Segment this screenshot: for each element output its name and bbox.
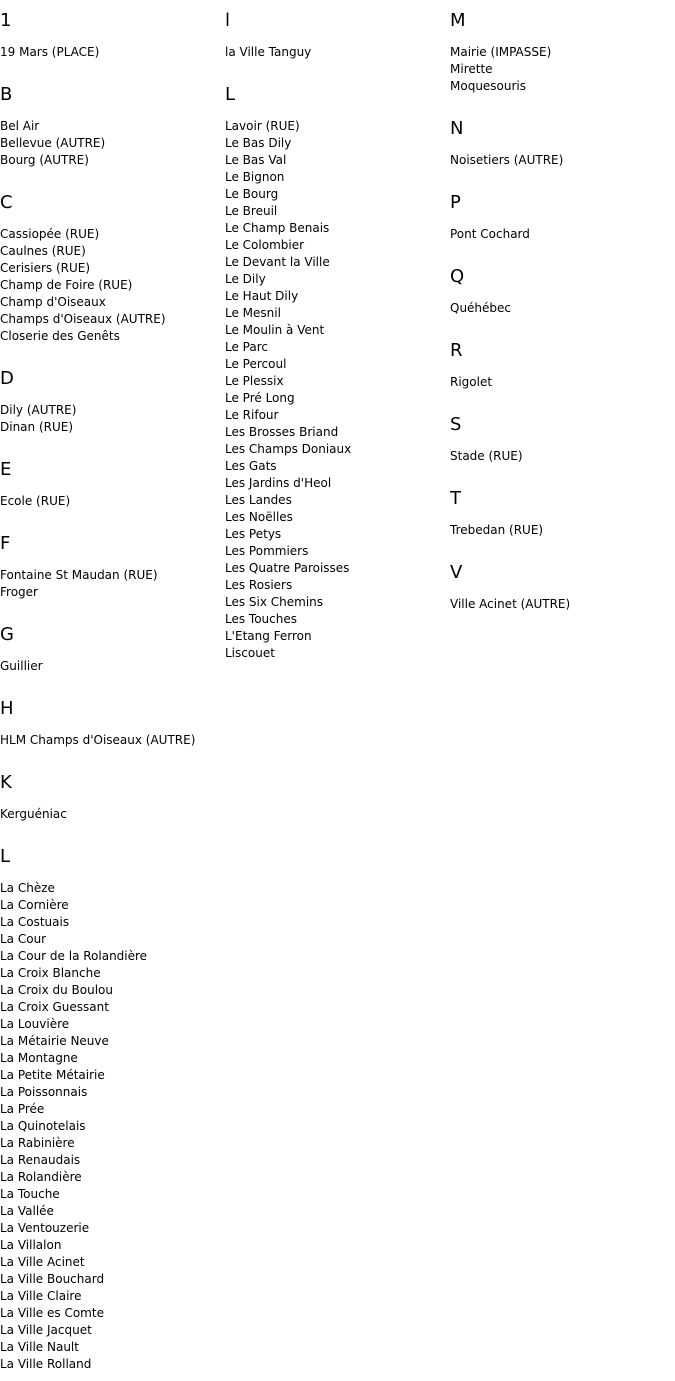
letter-section bbox=[0, 192, 220, 345]
street-link[interactable]: Le Colombier bbox=[225, 238, 305, 252]
letter-section bbox=[0, 533, 220, 601]
section-letter-heading: C bbox=[0, 192, 13, 213]
street-link[interactable]: Le Breuil bbox=[225, 204, 278, 218]
letter-section bbox=[450, 266, 670, 317]
street-link[interactable]: La Ville es Comte bbox=[0, 1306, 104, 1320]
street-link[interactable]: Les Noëlles bbox=[225, 510, 293, 524]
street-link[interactable]: Le Dily bbox=[225, 272, 266, 286]
street-link[interactable]: Le Parc bbox=[225, 340, 268, 354]
street-link[interactable]: La Rabinière bbox=[0, 1136, 75, 1150]
street-link[interactable]: La Cornière bbox=[0, 898, 69, 912]
section-letter-heading: G bbox=[0, 624, 14, 645]
letter-section bbox=[0, 459, 220, 510]
section-letter-heading: H bbox=[0, 698, 14, 719]
street-link[interactable]: La Chèze bbox=[0, 881, 55, 895]
letter-section bbox=[0, 84, 220, 169]
letter-section bbox=[0, 772, 220, 823]
section-letter-heading: F bbox=[0, 533, 11, 554]
letter-section bbox=[0, 10, 220, 61]
street-link[interactable]: Les Landes bbox=[225, 493, 292, 507]
street-link[interactable]: Champ d'Oiseaux bbox=[0, 295, 106, 309]
street-link[interactable]: La Ville Claire bbox=[0, 1289, 82, 1303]
letter-section bbox=[0, 624, 220, 675]
street-link[interactable]: La Ventouzerie bbox=[0, 1221, 90, 1235]
street-link[interactable]: La Rolandière bbox=[0, 1170, 82, 1184]
street-link[interactable]: Le Pré Long bbox=[225, 391, 295, 405]
street-link[interactable]: Les Jardins d'Heol bbox=[225, 476, 332, 490]
street-link[interactable]: Le Champ Benais bbox=[225, 221, 330, 235]
street-link[interactable]: La Quinotelais bbox=[0, 1119, 86, 1133]
street-link[interactable]: La Ville Acinet bbox=[0, 1255, 85, 1269]
street-link[interactable]: Kerguéniac bbox=[0, 807, 67, 821]
street-link[interactable]: Cassiopée (RUE) bbox=[0, 227, 100, 241]
letter-section bbox=[450, 562, 670, 613]
street-link[interactable]: La Croix du Boulou bbox=[0, 983, 113, 997]
section-letter-heading: M bbox=[450, 10, 466, 31]
street-link[interactable]: Le Bas Dily bbox=[225, 136, 292, 150]
street-link[interactable]: La Ville Jacquet bbox=[0, 1323, 92, 1337]
section-letter-heading: K bbox=[0, 772, 12, 793]
street-link[interactable]: La Montagne bbox=[0, 1051, 78, 1065]
street-link[interactable]: Le Mesnil bbox=[225, 306, 281, 320]
street-link[interactable]: Caulnes (RUE) bbox=[0, 244, 86, 258]
section-letter-heading: E bbox=[0, 459, 12, 480]
street-link[interactable]: Rigolet bbox=[450, 375, 493, 389]
street-link[interactable]: La Croix Guessant bbox=[0, 1000, 109, 1014]
street-index-column-3 bbox=[450, 10, 670, 636]
street-link[interactable]: La Ville Rolland bbox=[0, 1357, 92, 1371]
street-link[interactable]: La Cour bbox=[0, 932, 47, 946]
street-link[interactable]: Guillier bbox=[0, 659, 43, 673]
street-link[interactable]: Mirette bbox=[450, 62, 493, 76]
street-index-column-2 bbox=[225, 10, 445, 685]
street-link[interactable]: Les Quatre Paroisses bbox=[225, 561, 350, 575]
street-link[interactable]: Le Haut Dily bbox=[225, 289, 299, 303]
street-link[interactable]: Les Champs Doniaux bbox=[225, 442, 352, 456]
street-link[interactable]: Les Gats bbox=[225, 459, 277, 473]
street-link[interactable]: La Touche bbox=[0, 1187, 60, 1201]
street-link[interactable]: Le Plessix bbox=[225, 374, 284, 388]
street-link[interactable]: La Renaudais bbox=[0, 1153, 81, 1167]
street-link[interactable]: Ville Acinet (AUTRE) bbox=[450, 597, 571, 611]
letter-section bbox=[450, 118, 670, 169]
street-link[interactable]: Champs d'Oiseaux (AUTRE) bbox=[0, 312, 166, 326]
street-link[interactable]: Fontaine St Maudan (RUE) bbox=[0, 568, 158, 582]
street-link[interactable]: L'Etang Ferron bbox=[225, 629, 312, 643]
letter-section bbox=[0, 846, 220, 1373]
street-link[interactable]: La Costuais bbox=[0, 915, 70, 929]
street-link[interactable]: Liscouet bbox=[225, 646, 275, 660]
street-link[interactable]: Closerie des Genêts bbox=[0, 329, 120, 343]
street-link[interactable]: Le Rifour bbox=[225, 408, 279, 422]
letter-section bbox=[225, 84, 445, 662]
street-link[interactable]: Bel Air bbox=[0, 119, 40, 133]
street-link[interactable]: La Croix Blanche bbox=[0, 966, 101, 980]
street-link[interactable]: Pont Cochard bbox=[450, 227, 530, 241]
street-link[interactable]: La Ville Bouchard bbox=[0, 1272, 105, 1286]
section-letter-heading: P bbox=[450, 192, 461, 213]
street-link[interactable]: La Poissonnais bbox=[0, 1085, 88, 1099]
section-letter-heading: D bbox=[0, 368, 14, 389]
section-letter-heading: l bbox=[225, 10, 231, 31]
street-link[interactable]: Froger bbox=[0, 585, 38, 599]
street-link[interactable]: Champ de Foire (RUE) bbox=[0, 278, 133, 292]
street-link[interactable]: Les Rosiers bbox=[225, 578, 293, 592]
letter-section bbox=[0, 368, 220, 436]
street-link[interactable]: Mairie (IMPASSE) bbox=[450, 45, 552, 59]
street-link[interactable]: 19 Mars (PLACE) bbox=[0, 45, 100, 59]
street-link[interactable]: Noisetiers (AUTRE) bbox=[450, 153, 564, 167]
letter-section bbox=[450, 414, 670, 465]
street-link[interactable]: Bellevue (AUTRE) bbox=[0, 136, 106, 150]
street-link[interactable]: La Métairie Neuve bbox=[0, 1034, 109, 1048]
street-link[interactable]: Le Moulin à Vent bbox=[225, 323, 325, 337]
street-index-column-1 bbox=[0, 10, 220, 1381]
street-link[interactable]: Ecole (RUE) bbox=[0, 494, 71, 508]
street-link[interactable]: Dily (AUTRE) bbox=[0, 403, 77, 417]
street-link[interactable]: Le Bourg bbox=[225, 187, 279, 201]
section-letter-heading: T bbox=[450, 488, 461, 509]
street-link[interactable]: La Villalon bbox=[0, 1238, 62, 1252]
letter-section bbox=[0, 698, 220, 749]
section-letter-heading: V bbox=[450, 562, 463, 583]
section-letter-heading: R bbox=[450, 340, 463, 361]
street-link[interactable]: Le Bignon bbox=[225, 170, 285, 184]
street-link[interactable]: Les Touches bbox=[225, 612, 297, 626]
section-letter-heading: N bbox=[450, 118, 464, 139]
street-link[interactable]: Dinan (RUE) bbox=[0, 420, 74, 434]
section-letter-heading: L bbox=[0, 846, 11, 867]
street-link[interactable]: La Ville Nault bbox=[0, 1340, 79, 1354]
street-link[interactable]: Les Pommiers bbox=[225, 544, 309, 558]
section-letter-heading: Q bbox=[450, 266, 465, 287]
street-link[interactable]: Les Petys bbox=[225, 527, 282, 541]
section-letter-heading: 1 bbox=[0, 10, 12, 31]
street-link[interactable]: Stade (RUE) bbox=[450, 449, 523, 463]
letter-section bbox=[225, 10, 445, 61]
street-link[interactable]: la Ville Tanguy bbox=[225, 45, 312, 59]
letter-section bbox=[450, 192, 670, 243]
street-link[interactable]: La Cour de la Rolandière bbox=[0, 949, 148, 963]
letter-section bbox=[450, 340, 670, 391]
street-link[interactable]: La Louvière bbox=[0, 1017, 70, 1031]
street-link[interactable]: Trebedan (RUE) bbox=[450, 523, 544, 537]
street-link[interactable]: Cerisiers (RUE) bbox=[0, 261, 91, 275]
section-letter-heading: L bbox=[225, 84, 236, 105]
street-link[interactable]: Quéhébec bbox=[450, 301, 512, 315]
street-link[interactable]: Le Devant la Ville bbox=[225, 255, 330, 269]
street-link[interactable]: La Vallée bbox=[0, 1204, 54, 1218]
letter-section bbox=[450, 488, 670, 539]
street-link[interactable]: Le Percoul bbox=[225, 357, 287, 371]
street-link[interactable]: Bourg (AUTRE) bbox=[0, 153, 89, 167]
street-link[interactable]: HLM Champs d'Oiseaux (AUTRE) bbox=[0, 733, 196, 747]
street-link[interactable]: Le Bas Val bbox=[225, 153, 287, 167]
street-link[interactable]: La Petite Métairie bbox=[0, 1068, 105, 1082]
street-link[interactable]: La Prée bbox=[0, 1102, 45, 1116]
street-link[interactable]: Moquesouris bbox=[450, 79, 527, 93]
street-link[interactable]: Les Six Chemins bbox=[225, 595, 324, 609]
street-link[interactable]: Les Brosses Briand bbox=[225, 425, 339, 439]
section-letter-heading: S bbox=[450, 414, 462, 435]
street-link[interactable]: Lavoir (RUE) bbox=[225, 119, 300, 133]
letter-section bbox=[450, 10, 670, 95]
section-letter-heading: B bbox=[0, 84, 13, 105]
